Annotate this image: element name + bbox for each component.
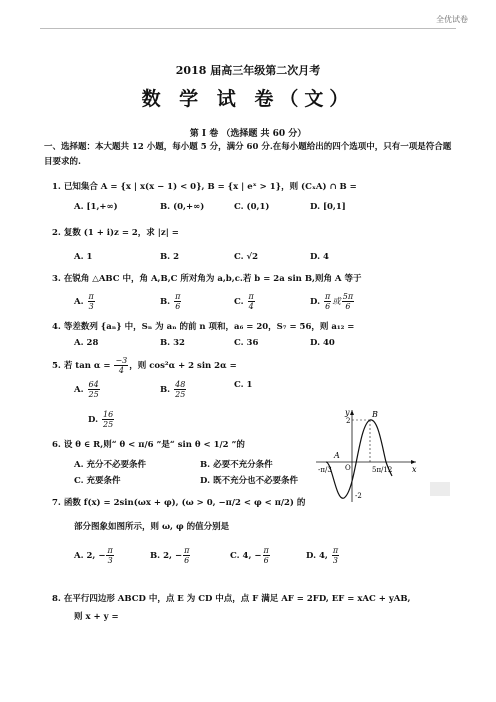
option-label: D.: [310, 297, 321, 307]
option-label: D.: [310, 252, 321, 262]
option-label: D.: [310, 338, 321, 348]
option-value: √2: [246, 252, 259, 262]
question-text: 函数 f(x) = 2sin(ωx + φ), (ω > 0, −π/2 < φ < π/2) 的: [63, 498, 306, 508]
option-label: B.: [200, 460, 211, 470]
volume-heading: 第 I 卷 （选择题 共 60 分）: [189, 129, 307, 139]
question-4: [52, 320, 354, 332]
origin-label: O: [345, 464, 351, 472]
option-value: (0,+∞): [173, 202, 205, 212]
option-label: A.: [74, 460, 84, 470]
option-label: C.: [234, 380, 244, 390]
question-text: 等差数列 {aₙ} 中，Sₙ 为 aₙ 的前 n 项和，a₆ = 20，S₇ = 56，则 a₁₂ =: [63, 322, 355, 332]
question-number: 3.: [52, 274, 61, 284]
question-text: 已知集合 A = {x | x(x − 1) < 0}, B = {x | eˣ > 1}，则 (CₓA) ∩ B =: [63, 182, 357, 192]
question-5: 5. 若 tan α = $\frac{-3}{4}$ ，则 cos²α + 2 sin 2α =: [52, 356, 237, 375]
pos-x-label: 5π/12: [372, 466, 393, 474]
neg-x-label: -π/3: [318, 466, 332, 474]
option-label: B.: [160, 202, 171, 212]
option-label: C.: [230, 551, 240, 561]
option-label: A.: [74, 252, 84, 262]
question-number: 6.: [52, 440, 61, 450]
option-value: [1,+∞): [86, 202, 118, 212]
option-label: D.: [306, 551, 317, 561]
option-label: D.: [200, 476, 211, 486]
header-rule: [40, 28, 456, 29]
question-8-line2: 则 x + y =: [74, 612, 119, 622]
option-label: A.: [74, 338, 84, 348]
y-axis-label: y: [345, 408, 350, 417]
point-a-label: A: [334, 451, 340, 460]
option-value: 40: [323, 338, 335, 348]
question-text: 设 θ ∈ R,则“ θ < π/6 ”是“ sin θ < 1/2 ”的: [63, 440, 245, 450]
option-value: 1: [86, 252, 93, 262]
watermark-box: [430, 482, 450, 496]
option-label: A.: [74, 202, 84, 212]
y-max-label: 2: [346, 417, 351, 425]
x-axis-label: x: [412, 465, 417, 474]
option-label: B.: [160, 297, 171, 307]
question-number: 7.: [52, 498, 61, 508]
question-number: 5.: [52, 361, 61, 371]
y-axis-arrow: [350, 410, 354, 415]
option-value: 1: [246, 380, 253, 390]
option-value: 28: [86, 338, 99, 348]
option-value: 充分不必要条件: [86, 460, 147, 470]
question-number: 2.: [52, 228, 61, 238]
option-label: C.: [74, 476, 84, 486]
option-value: 必要不充分条件: [213, 460, 273, 470]
question-number: 4.: [52, 322, 61, 332]
option-label: C.: [234, 252, 244, 262]
question-1: [52, 180, 357, 192]
option-value: 32: [173, 338, 185, 348]
sine-graph: [312, 406, 422, 506]
option-label: C.: [234, 297, 244, 307]
option-label: B.: [150, 551, 161, 561]
section-instructions: 一、选择题：本大题共 12 小题，每小题 5 分，满分 60 分.在每小题给出的四个选项中，只有一项是符合题目要求的.: [44, 142, 452, 167]
option-label: C.: [234, 202, 244, 212]
question-number: 1.: [52, 182, 61, 192]
x-axis-arrow: [411, 460, 416, 464]
option-label: B.: [160, 252, 171, 262]
question-text: 若 tan α =: [63, 361, 114, 371]
option-value: 36: [246, 338, 259, 348]
question-7-line2: 部分图象如图所示，则 ω, φ 的值分别是: [74, 522, 230, 532]
question-text: 在锐角 △ABC 中，角 A,B,C 所对角为 a,b,c.若 b = 2a sin B,则角 A 等于: [63, 274, 362, 284]
option-value: 充要条件: [86, 476, 121, 486]
option-value: 既不充分也不必要条件: [213, 476, 299, 486]
question-3: [52, 272, 361, 284]
option-value: 4: [323, 252, 329, 262]
y-min-label: -2: [355, 492, 362, 500]
option-value: 2: [173, 252, 180, 262]
option-value: (0,1): [246, 202, 270, 212]
option-label: D.: [88, 415, 99, 425]
exam-subject: 数 学 试 卷（文）: [141, 88, 355, 110]
question-text-suffix: ，则 cos²α + 2 sin 2α =: [129, 361, 237, 371]
question-number: 8.: [52, 594, 61, 604]
option-label: A.: [74, 551, 84, 561]
question-6: [52, 438, 245, 450]
option-label: A.: [74, 385, 84, 395]
question-text: 在平行四边形 ABCD 中，点 E 为 CD 中点，点 F 满足 AF = 2FD, EF = xAC + yAB,: [63, 594, 411, 604]
option-label: B.: [160, 338, 171, 348]
exam-title: 2018 届高三年级第二次月考: [175, 64, 321, 77]
option-label: B.: [160, 385, 171, 395]
option-label: A.: [74, 297, 84, 307]
question-8: [52, 592, 411, 604]
option-label: C.: [234, 338, 244, 348]
option-label: D.: [310, 202, 321, 212]
point-b-label: B: [372, 410, 378, 419]
question-7: [52, 496, 305, 508]
question-2: [52, 226, 179, 238]
header-label: 全优试卷: [436, 15, 468, 24]
option-value: [0,1]: [323, 202, 346, 212]
question-text: 复数 (1 + i)z = 2，求 |z| =: [63, 228, 179, 238]
